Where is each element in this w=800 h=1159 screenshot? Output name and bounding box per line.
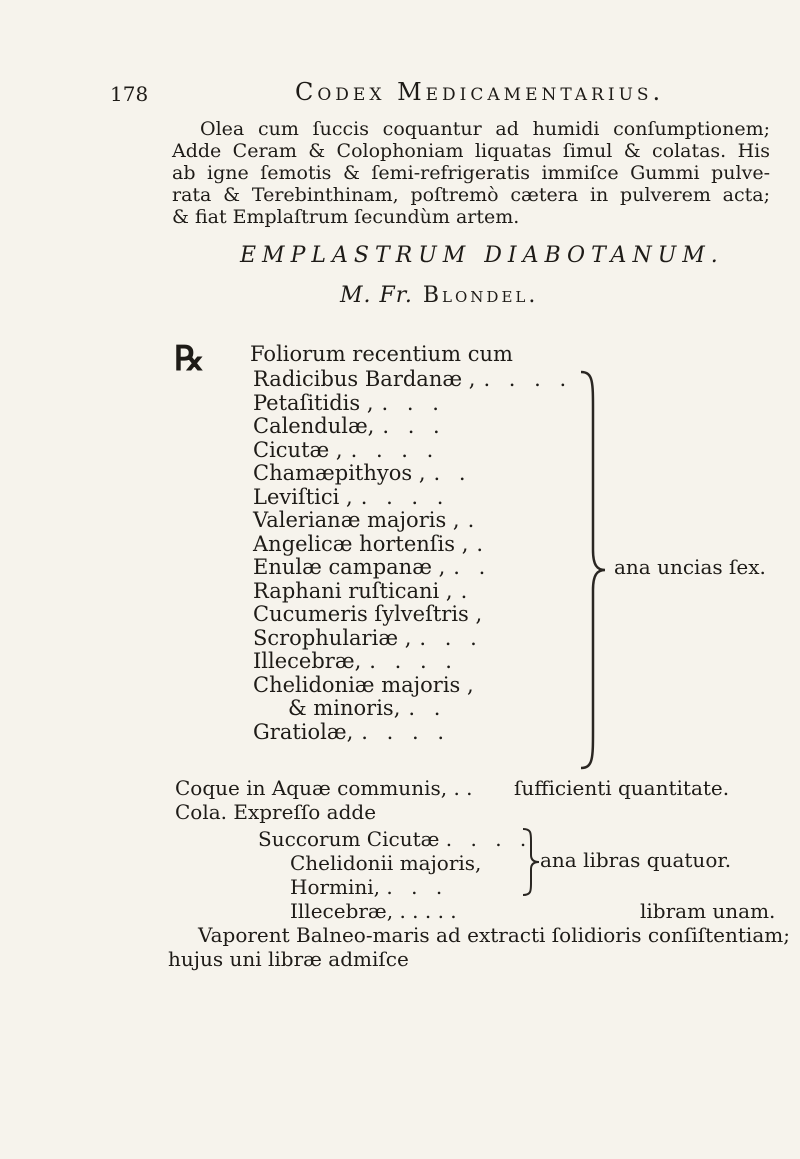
cola-line: Cola. Expreſſo adde bbox=[175, 800, 377, 824]
ingredient-dots: . . . bbox=[381, 390, 445, 415]
succorum-quantity-label: ana libras quatuor. bbox=[540, 848, 732, 872]
vaporent-line: Vaporent Balneo-maris ad extracti ſolidioris conſiſtentiam; bbox=[198, 923, 790, 947]
paragraph-line: Olea cum ſuccis coquantur ad humidi conſumptionem; bbox=[200, 118, 770, 140]
ingredient-name: Gratiolæ, bbox=[253, 719, 354, 744]
ingredient-row bbox=[253, 532, 489, 556]
ingredient-row bbox=[253, 461, 472, 485]
illecebrae-line: Illecebræ, . . . . . bbox=[290, 899, 457, 923]
intro-paragraph bbox=[172, 118, 770, 228]
recipe-first-line: Foliorum recentium cum bbox=[250, 342, 513, 366]
brace-quantity-label: ana uncias ſex. bbox=[614, 555, 766, 579]
ingredient-row bbox=[253, 720, 450, 744]
ingredient-row bbox=[253, 579, 473, 603]
recipe-symbol-icon: ℞ bbox=[174, 339, 205, 379]
ingredient-name: Leviſtici , bbox=[253, 484, 353, 509]
succorum-text: Succorum Cicutæ bbox=[258, 827, 440, 851]
ingredient-dots: . . . bbox=[382, 414, 446, 438]
ingredient-dots: . . bbox=[453, 555, 492, 579]
right-brace-small-icon bbox=[520, 827, 542, 897]
ingredient-dots: . . . . bbox=[360, 484, 450, 509]
ingredient-name: Raphani ruſticani , bbox=[253, 578, 453, 603]
author-name: Blondel. bbox=[422, 283, 539, 308]
ingredient-dots: . . bbox=[408, 696, 447, 720]
ingredient-dots: . . . . bbox=[483, 367, 573, 391]
ingredient-dots: . . bbox=[433, 461, 472, 485]
author-initials: M. Fr. bbox=[340, 283, 413, 308]
ingredient-row bbox=[253, 508, 480, 532]
coque-left: Coque in Aquæ communis, . . bbox=[175, 776, 473, 800]
ingredient-row bbox=[253, 649, 458, 673]
ingredient-dots: . . . . bbox=[369, 649, 458, 673]
ingredient-row bbox=[253, 438, 439, 462]
ingredient-name: Petaſitidis , bbox=[253, 390, 374, 415]
page-header bbox=[110, 78, 770, 112]
ingredient-name: Calendulæ, bbox=[253, 414, 375, 438]
ingredient-name: Chelidoniæ majoris , bbox=[253, 672, 474, 697]
succorum-text: Chelidonii majoris, bbox=[290, 851, 482, 875]
succorum-dots: . . . . bbox=[445, 827, 533, 851]
ingredient-dots: . bbox=[460, 578, 474, 603]
ingredient-name: Cucumeris ſylveſtris , bbox=[253, 602, 483, 626]
ingredient-dots: . . . bbox=[419, 625, 483, 650]
ingredient-row bbox=[253, 602, 490, 626]
ingredient-row bbox=[253, 367, 572, 391]
succorum-item bbox=[290, 851, 481, 875]
succorum-item bbox=[290, 875, 448, 899]
ingredient-row bbox=[253, 414, 446, 438]
ingredient-row bbox=[288, 696, 446, 720]
coque-line bbox=[175, 776, 473, 800]
ingredient-name: Valerianæ majoris , bbox=[253, 508, 460, 532]
ingredient-row bbox=[253, 485, 449, 509]
ingredient-dots: . . . . bbox=[350, 437, 440, 462]
hujus-line: hujus uni libræ admiſce bbox=[168, 947, 409, 971]
ingredient-name: Cicutæ , bbox=[253, 437, 343, 462]
ingredient-name: Scrophulariæ , bbox=[253, 625, 412, 650]
ingredient-dots: . bbox=[467, 508, 481, 532]
coque-right: ſufficienti quantitate. bbox=[514, 776, 730, 800]
paragraph-line: Adde Ceram & Colophoniam liquatas ſimul & colatas. His bbox=[172, 140, 770, 162]
ingredient-name: Chamæpithyos , bbox=[253, 461, 426, 485]
paragraph-line: rata & Terebinthinam, poſtremò cætera in pulverem acta; bbox=[172, 184, 770, 206]
ingredient-dots: . bbox=[476, 531, 490, 556]
ingredient-dots: . . . . bbox=[361, 719, 450, 744]
recipe-title: EMPLASTRUM DIABOTANUM. bbox=[240, 243, 724, 268]
ingredient-row bbox=[253, 391, 445, 415]
ingredient-row bbox=[253, 555, 491, 579]
ingredient-name: Angelicæ hortenſis , bbox=[253, 531, 469, 556]
paragraph-line: & fiat Emplaſtrum ſecundùm artem. bbox=[172, 206, 520, 228]
ingredient-row bbox=[253, 673, 482, 697]
ingredient-name: Radicibus Bardanæ , bbox=[253, 367, 476, 391]
succorum-text: Hormini, bbox=[290, 875, 381, 899]
succorum-dots: . . . bbox=[386, 875, 449, 899]
succorum-item bbox=[258, 827, 532, 851]
right-brace-icon bbox=[577, 370, 607, 770]
page-number: 178 bbox=[110, 82, 149, 106]
illecebrae-quantity: libram unam. bbox=[640, 899, 776, 923]
recipe-author bbox=[340, 283, 538, 308]
running-title: Codex Medicamentarius. bbox=[295, 78, 665, 106]
ingredient-row bbox=[253, 626, 483, 650]
ingredient-name: & minoris, bbox=[288, 696, 401, 720]
ingredient-name: Enulæ campanæ , bbox=[253, 555, 446, 579]
ingredient-name: Illecebræ, bbox=[253, 649, 362, 673]
paragraph-line: ab igne ſemotis & ſemi-refrigeratis immiſce Gummi pulve- bbox=[172, 162, 770, 184]
